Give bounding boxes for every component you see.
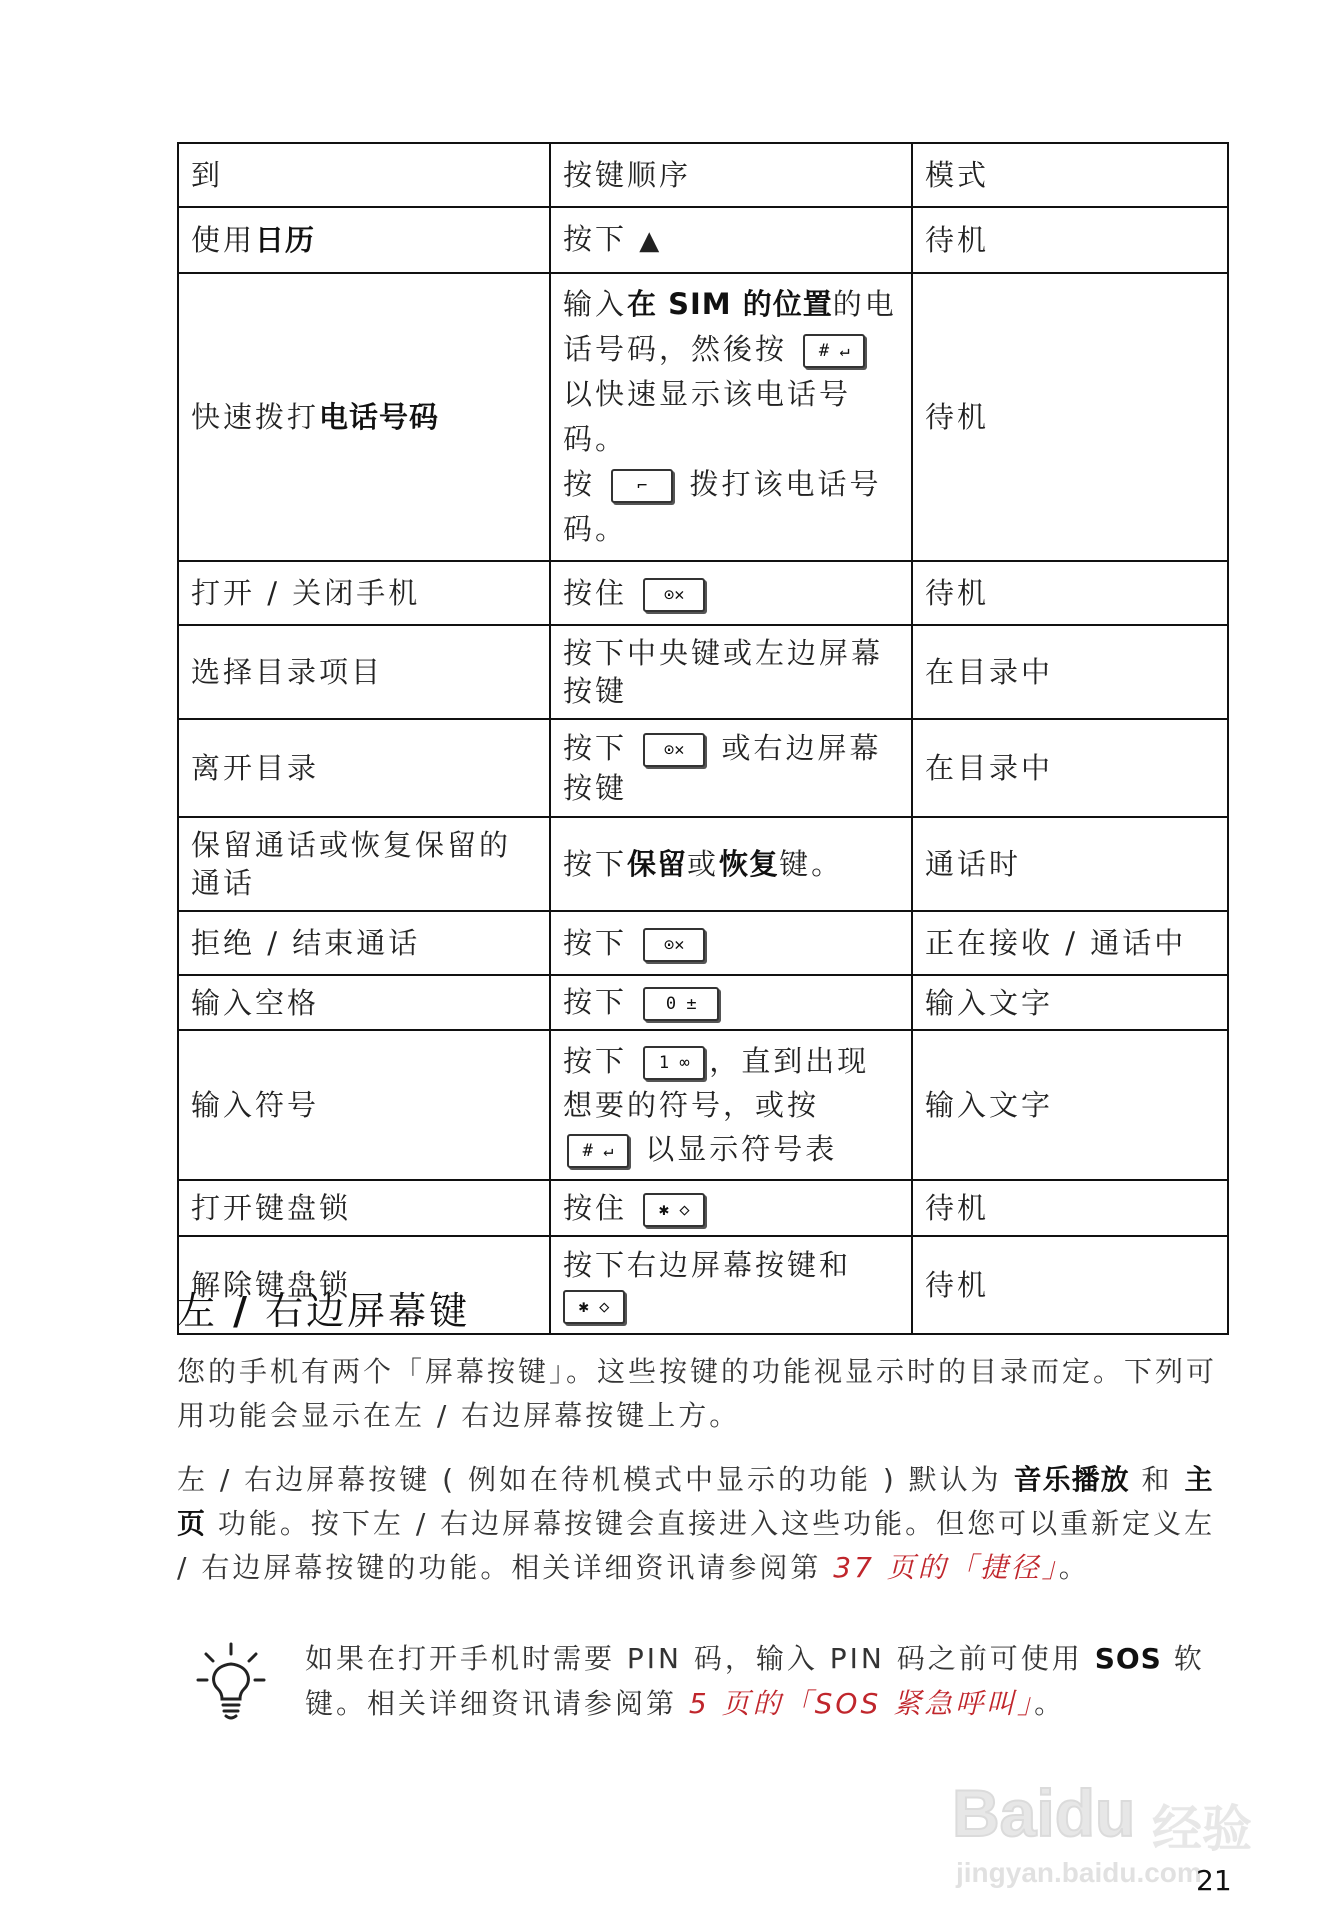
table-row xyxy=(178,911,1228,975)
table-row xyxy=(178,719,1228,817)
row-to: 离开目录 xyxy=(178,719,550,817)
baidu-watermark xyxy=(952,1745,1282,1895)
row-mode: 待机 xyxy=(912,1180,1228,1236)
row-to: 使用日历 xyxy=(178,207,550,273)
hash-key-icon: # ↵ xyxy=(567,1134,629,1168)
table-row xyxy=(178,817,1228,911)
row-to: 打开键盘锁 xyxy=(178,1180,550,1236)
row-mode: 待机 xyxy=(912,273,1228,561)
sos-page-link[interactable]: 5 页的「SOS 紧急呼叫」 xyxy=(688,1687,1035,1720)
one-key-icon: 1 ∞ xyxy=(643,1046,705,1080)
row-seq: 按住 ⊙✕ xyxy=(550,561,912,625)
intro-paragraph: 您的手机有两个「屏幕按键」。这些按键的功能视显示时的目录而定。下列可用功能会显示在左 / 右边屏幕按键上方。 xyxy=(177,1355,1218,1432)
section-title: 左 / 右边屏幕键 xyxy=(177,1289,471,1333)
row-mode: 待机 xyxy=(912,561,1228,625)
zero-key-icon: 0 ± xyxy=(643,987,719,1021)
row-mode: 待机 xyxy=(912,1236,1228,1334)
up-arrow-icon: ▲ xyxy=(639,226,660,256)
row-seq: 按下 ▲ xyxy=(550,207,912,273)
row-seq: 按下中央键或左边屏幕按键 xyxy=(550,625,912,719)
call-key-icon: ⌐ xyxy=(611,469,673,503)
table-header-row xyxy=(178,143,1228,207)
row-to: 打开 / 关闭手机 xyxy=(178,561,550,625)
row-to: 输入空格 xyxy=(178,975,550,1030)
row-to: 保留通话或恢复保留的通话 xyxy=(178,817,550,911)
row-to: 选择目录项目 xyxy=(178,625,550,719)
end-key-icon: ⊙✕ xyxy=(643,928,705,962)
watermark-brand: Baidu xyxy=(952,1776,1136,1850)
table-row xyxy=(178,1030,1228,1180)
row-mode: 输入文字 xyxy=(912,975,1228,1030)
end-key-icon: ⊙✕ xyxy=(643,578,705,612)
row-mode: 在目录中 xyxy=(912,625,1228,719)
row-mode: 输入文字 xyxy=(912,1030,1228,1180)
star-key-icon: ✱ ◇ xyxy=(563,1290,625,1324)
row-mode: 待机 xyxy=(912,207,1228,273)
row-to: 输入符号 xyxy=(178,1030,550,1180)
table-row xyxy=(178,625,1228,719)
row-seq: 按下 0 ± xyxy=(550,975,912,1030)
table-row xyxy=(178,975,1228,1030)
row-mode: 正在接收 / 通话中 xyxy=(912,911,1228,975)
table-row xyxy=(178,273,1228,561)
header-sequence: 按键顺序 xyxy=(550,143,912,207)
row-seq: 按下 1 ∞ ，直到出现想要的符号，或按 # ↵ 以显示符号表 xyxy=(550,1030,912,1180)
row-to: 拒绝 / 结束通话 xyxy=(178,911,550,975)
tip-note: 如果在打开手机时需要 PIN 码，输入 PIN 码之前可使用 SOS 软键。相关详细资讯请参阅第 5 页的「SOS 紧急呼叫」。 xyxy=(305,1642,1205,1720)
watermark-url: jingyan.baidu.com xyxy=(956,1857,1202,1888)
page-number: 21 xyxy=(1196,1864,1232,1897)
lightbulb-icon xyxy=(196,1642,266,1722)
default-function-paragraph: 左 / 右边屏幕按键 ( 例如在待机模式中显示的功能 ) 默认为 音乐播放 和 主页 功能。按下左 / 右边屏幕按键会直接进入这些功能。但您可以重新定义左 / 右边屏幕按键的功能。相关详细资讯请参阅第 37 页的「捷径」。 xyxy=(177,1463,1216,1584)
table-row xyxy=(178,1180,1228,1236)
row-seq: 输入在 SIM 的位置的电话号码，然後按 # ↵ 以快速显示该电话号码。 按 ⌐ 拨打该电话号码。 xyxy=(550,273,912,561)
key-shortcut-table xyxy=(177,142,1229,1335)
header-mode: 模式 xyxy=(912,143,1228,207)
hash-key-icon: # ↵ xyxy=(803,334,865,368)
row-seq: 按住 ✱ ◇ xyxy=(550,1180,912,1236)
row-seq: 按下保留或恢复键。 xyxy=(550,817,912,911)
page-body xyxy=(177,142,1227,1335)
row-seq: 按下右边屏幕按键和 ✱ ◇ xyxy=(550,1236,912,1334)
star-key-icon: ✱ ◇ xyxy=(643,1193,705,1227)
table-row xyxy=(178,207,1228,273)
row-seq: 按下 ⊙✕ xyxy=(550,911,912,975)
row-mode: 通话时 xyxy=(912,817,1228,911)
row-mode: 在目录中 xyxy=(912,719,1228,817)
row-seq: 按下 ⊙✕ 或右边屏幕按键 xyxy=(550,719,912,817)
header-to: 到 xyxy=(178,143,550,207)
watermark-cn: 经验 xyxy=(1152,1800,1252,1858)
shortcut-page-link[interactable]: 37 页的「捷径」 xyxy=(833,1551,1059,1584)
row-to: 解除键盘锁 xyxy=(178,1236,550,1334)
table-row xyxy=(178,561,1228,625)
row-to: 快速拨打电话号码 xyxy=(178,273,550,561)
end-key-icon: ⊙✕ xyxy=(643,733,705,767)
